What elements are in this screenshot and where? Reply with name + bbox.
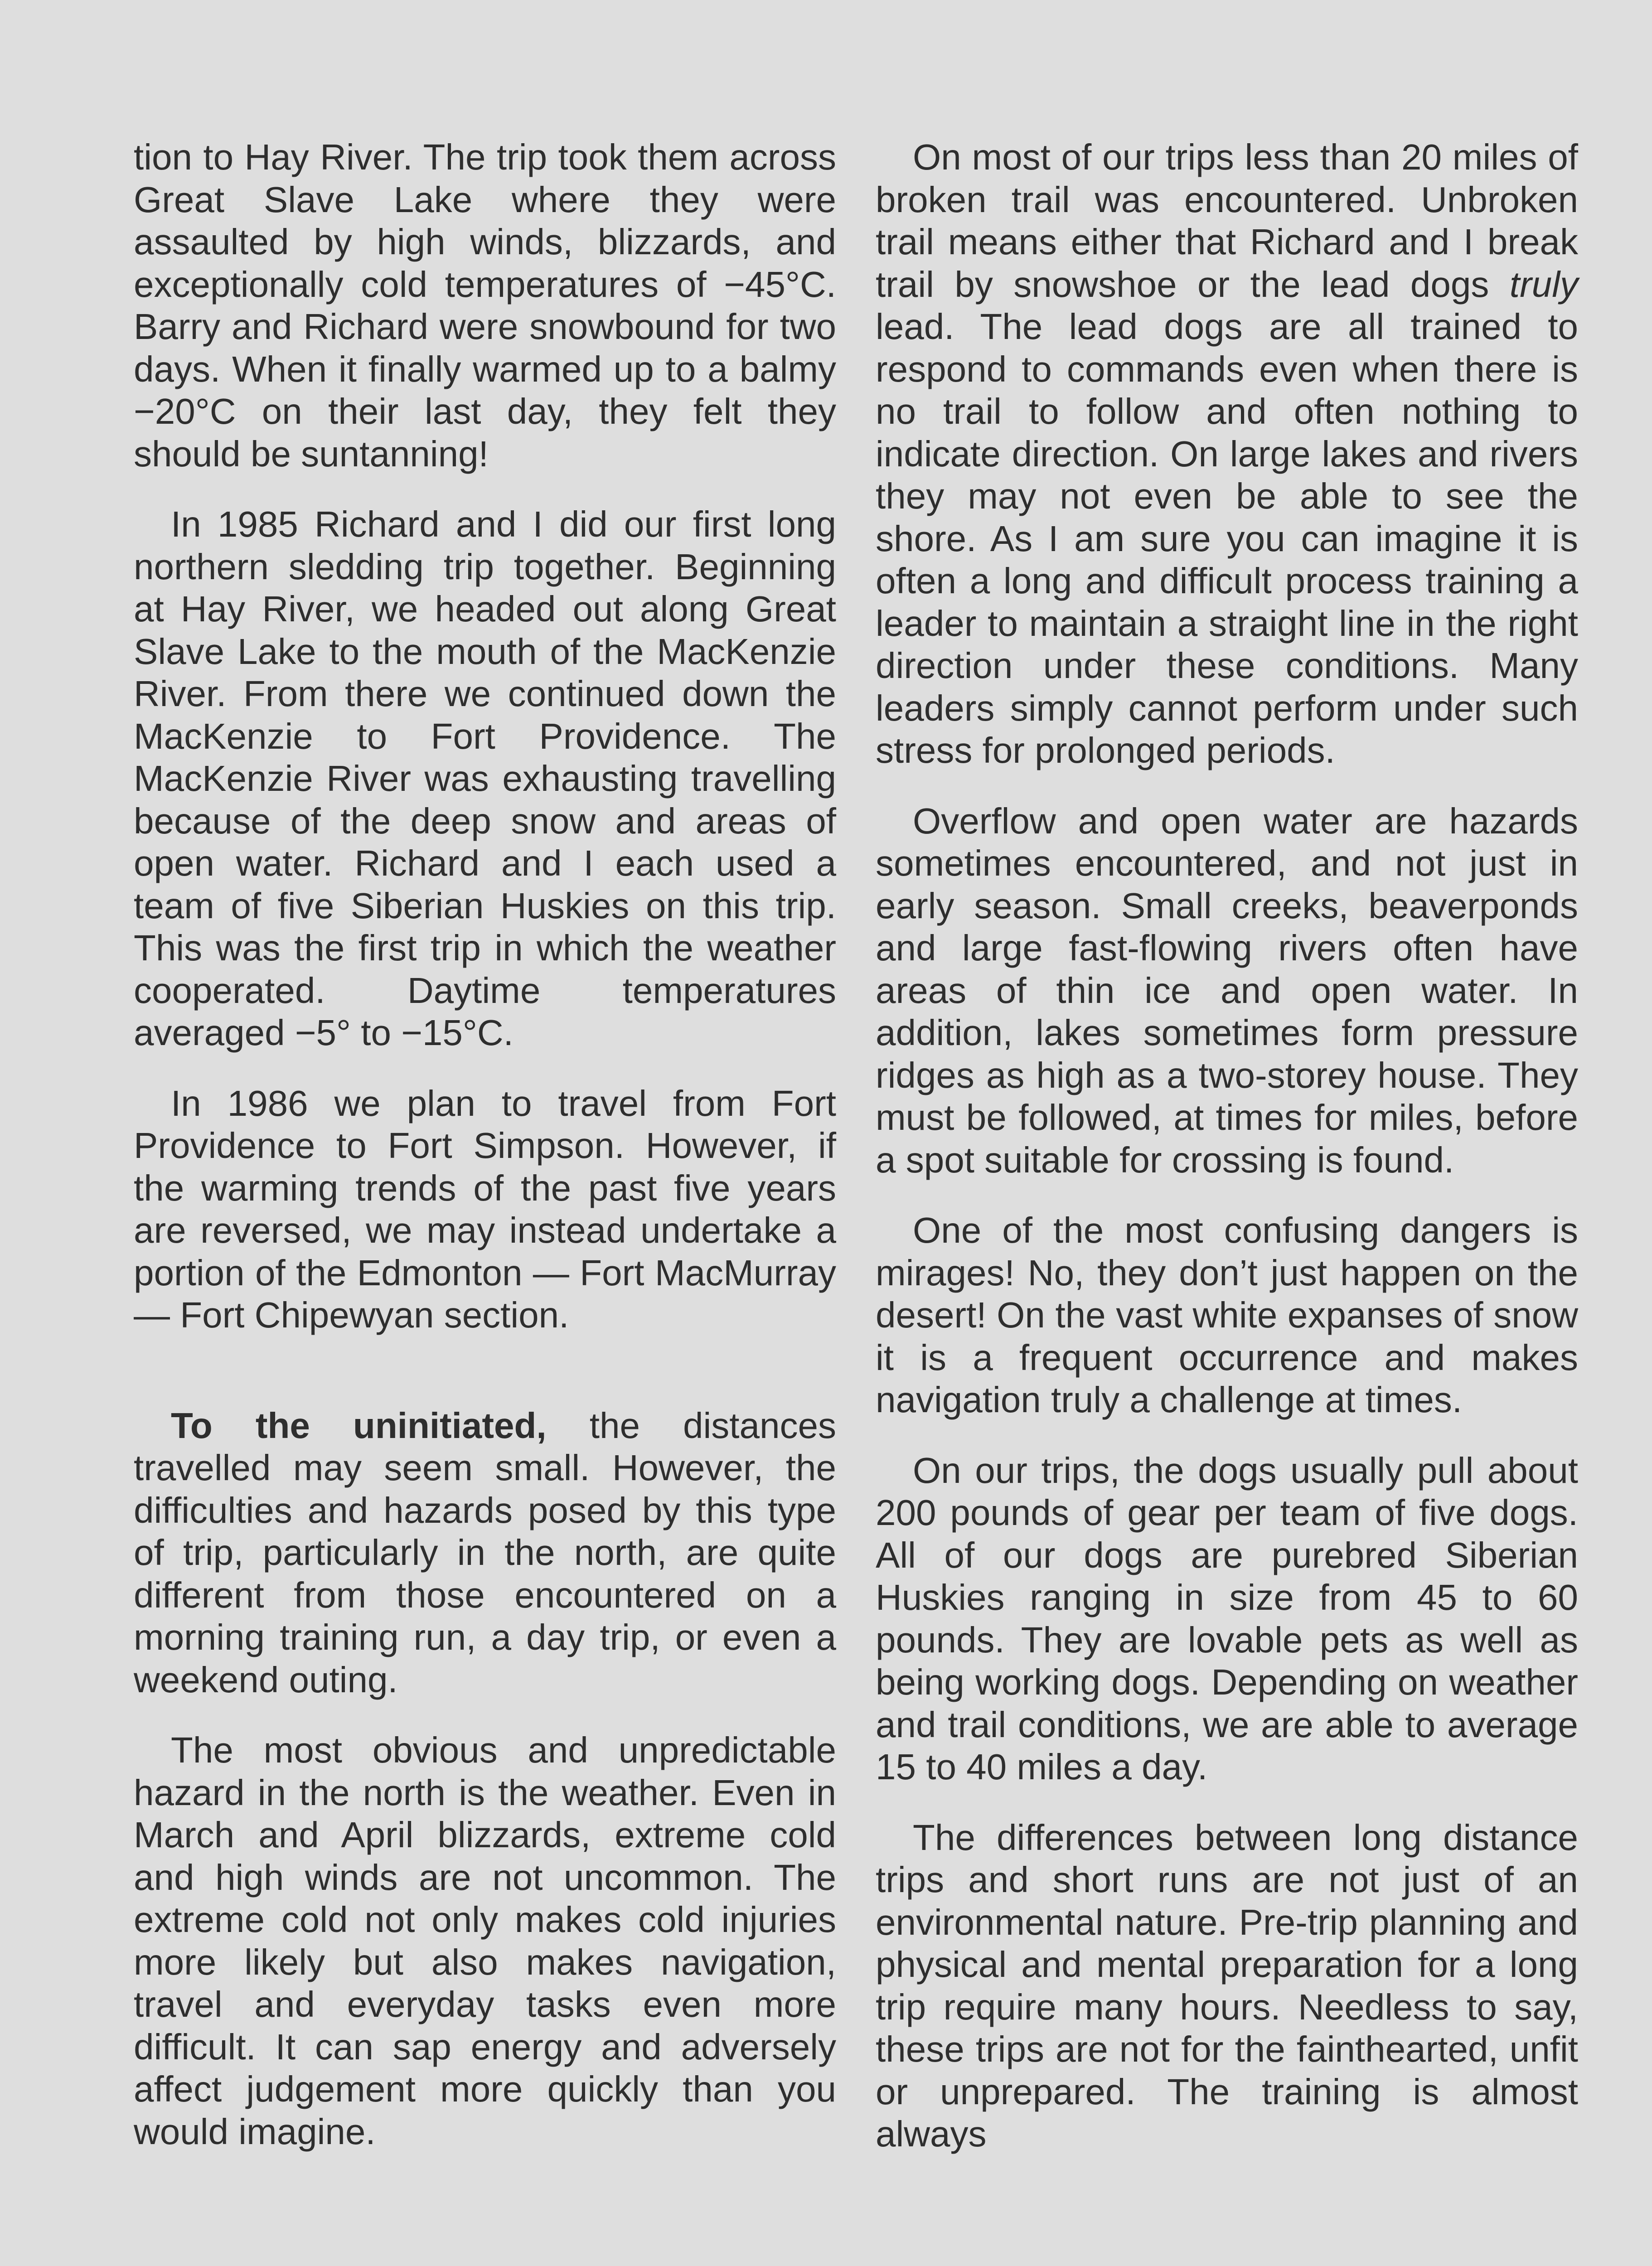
- section-lead-in: To the uninitiated,: [171, 1405, 547, 1446]
- right-paragraph-1-part-a: On most of our trips less than 20 miles of broken trail was encountered. Unbroken trail means either that Richard and I break trail by snowshoe or the lead dogs: [876, 137, 1578, 305]
- left-paragraph-4: [134, 1404, 836, 1701]
- right-column: [876, 136, 1578, 2155]
- left-column: [134, 136, 836, 2153]
- left-paragraph-5: The most obvious and unpredictable hazard in the north is the weather. Even in March and April blizzards, extreme cold and high winds are not uncommon. The extreme cold not only makes cold injuries more likely but also makes navigation, travel and everyday tasks even more difficult. It can sap energy and adversely affect judgement more quickly than you would imagine.: [134, 1730, 836, 2152]
- left-paragraph-2: In 1985 Richard and I did our first long northern sledding trip together. Beginning at Hay River, we headed out along Great Slave Lake to the mouth of the MacKenzie River. From there we continued down the MacKenzie to Fort Providence. The MacKenzie River was exhausting travelling because of the deep snow and areas of open water. Richard and I each used a team of five Siberian Huskies on this trip. This was the first trip in which the weather cooperated. Daytime temperatures averaged −5° to −15°C.: [134, 504, 836, 1053]
- right-paragraph-4: On our trips, the dogs usually pull about 200 pounds of gear per team of five dogs. All of our dogs are purebred Siberian Huskies ranging in size from 45 to 60 pounds. They are lovable pets as well as being working dogs. Depending on weather and trail conditions, we are able to average 15 to 40 miles a day.: [876, 1450, 1578, 1787]
- left-paragraph-3: In 1986 we plan to travel from Fort Providence to Fort Simpson. However, if the warming trends of the past five years are reversed, we may instead undertake a portion of the Edmonton — Fort MacMurray — Fort Chipewyan section.: [134, 1083, 836, 1335]
- left-paragraph-1: tion to Hay River. The trip took them across Great Slave Lake where they were assaulted by high winds, blizzards, and exceptionally cold temperatures of −45°C. Barry and Richard were snowbound for two days. When it finally warmed up to a balmy −20°C on their last day, they felt they should be suntanning!: [134, 137, 836, 474]
- emphasis-truly: truly: [1509, 264, 1578, 305]
- right-paragraph-5: The differences between long distance trips and short runs are not just of an environmental nature. Pre-trip planning and physical and mental preparation for a long trip require many hours. Needless to say, these trips are not for the fainthearted, unfit or unprepared. The training is almost always: [876, 1817, 1578, 2154]
- left-paragraph-4-body: the distances travelled may seem small. However, the difficulties and hazards posed by this type of trip, particularly in the north, are quite different from those encountered on a morning training run, a day trip, or even a weekend outing.: [134, 1405, 836, 1700]
- right-paragraph-3: One of the most confusing dangers is mirages! No, they don’t just happen on the desert! On the vast white expanses of snow it is a frequent occurrence and makes navigation truly a challenge at times.: [876, 1210, 1578, 1420]
- right-paragraph-2: Overflow and open water are hazards sometimes encountered, and not just in early season. Small creeks, beaverponds and large fast-flowing rivers often have areas of thin ice and open water. In addition, lakes sometimes form pressure ridges as high as a two-storey house. They must be followed, at times for miles, before a spot suitable for crossing is found.: [876, 800, 1578, 1180]
- right-paragraph-1: [876, 136, 1578, 772]
- right-paragraph-1-part-b: lead. The lead dogs are all trained to respond to commands even when there is no trail to follow and often nothing to indicate direction. On large lakes and rivers they may not even be able to see the shore. As I am sure you can imagine it is often a long and difficult process training a leader to maintain a straight line in the right direction under these conditions. Many leaders simply cannot perform under such stress for prolonged periods.: [876, 306, 1578, 770]
